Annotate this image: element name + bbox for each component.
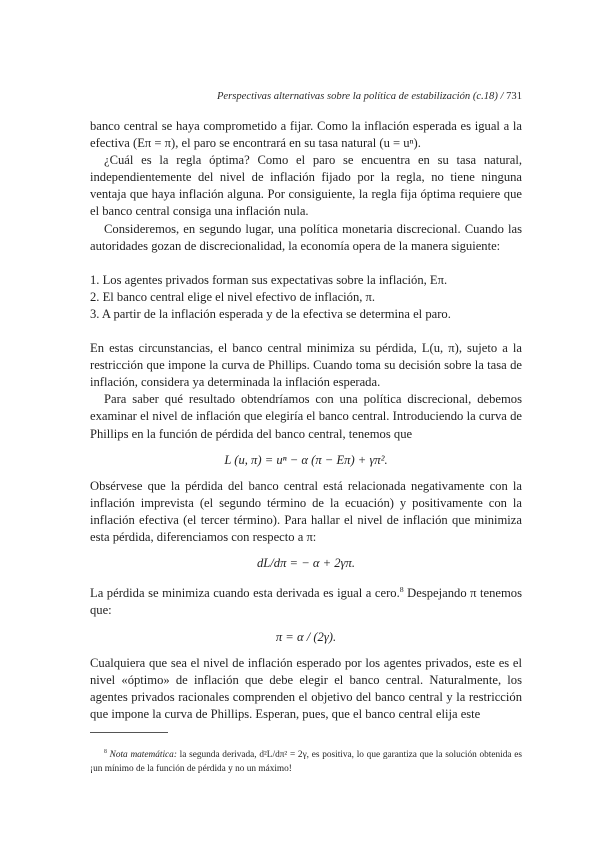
paragraph-loss-relation: Obsérvese que la pérdida del banco central está relacionada negativamente con la inflación imprevista (el segundo término de la ecuación) y positivamente con la inflación efectiva (el tercer término). Para hallar el nivel de inflación que minimiza esta pérdida, diferenciamos con respecto a π:	[90, 478, 522, 544]
equation-derivative: dL/dπ = − α + 2γπ.	[257, 556, 355, 571]
steps-list	[90, 272, 522, 323]
header-separator: /	[500, 91, 504, 102]
paragraph-minimize	[90, 581, 522, 619]
chapter-reference: (c.18)	[472, 91, 498, 102]
list-item: 2. El banco central elige el nivel efectivo de inflación, π.	[90, 289, 376, 304]
paragraph-discretion: Consideremos, en segundo lugar, una política monetaria discrecional. Cuando las autoridades gozan de discrecionalidad, la economía opera de la manera siguiente:	[90, 221, 522, 253]
footnote-text: la segunda derivada, d²L/dπ² = 2γ, es positiva, lo que garantiza que la solución obtenida es ¡un mínimo de la función de pérdida y no un máximo!	[90, 750, 522, 774]
paragraph-optimal-rule: ¿Cuál es la regla óptima? Como el paro se encuentra en su tasa natural, independientemente del nivel de inflación fijado por la regla, no tiene ninguna ventaja que haya inflación alguna. Por consiguiente, la regla fija óptima requiere que el banco central consiga una inflación nula.	[90, 153, 522, 219]
paragraph-circumstances: En estas circunstancias, el banco central minimiza su pérdida, L(u, π), sujeto a la restricción que impone la curva de Phillips. Cuando toma su decisión sobre la tasa de inflación, considera ya determinada la inflación esperada.	[90, 341, 522, 390]
list-item: 3. A partir de la inflación esperada y de la efectiva se determina el paro.	[90, 306, 451, 321]
footnote-divider	[90, 732, 168, 733]
equation-loss-function: L (u, π) = uⁿ − α (π − Eπ) + γπ².	[224, 452, 388, 467]
paragraph-continuation: banco central se haya comprometido a fijar. Como la inflación esperada es igual a la efectiva (Eπ = π), el paro se encontrará en su tasa natural (u = uⁿ).	[90, 119, 522, 151]
paragraph-optimal-inflation: Cualquiera que sea el nivel de inflación esperado por los agentes privados, este es el nivel «óptimo» de inflación que debe elegir el banco central. Naturalmente, los agentes privados racionales comprenden el objetivo del banco central y la restricción que impone la curva de Phillips. Esperan, pues, que el banco central elija este	[90, 655, 522, 721]
minimize-text: La pérdida se minimiza cuando esta derivada es igual a cero.	[90, 586, 400, 601]
paragraph-discretion-result: Para saber qué resultado obtendríamos con una política discrecional, debemos examinar el nivel de inflación que elegiría el banco central. Introduciendo la curva de Phillips en la función de pérdida del banco central, tenemos que	[90, 392, 522, 441]
equation-solution: π = α / (2γ).	[275, 629, 337, 644]
solve-text: Despejando π tenemos que:	[90, 586, 522, 618]
list-item: 1. Los agentes privados forman sus expectativas sobre la inflación, Eπ.	[90, 272, 448, 287]
page-number: 731	[506, 91, 522, 102]
footnote	[90, 746, 522, 776]
running-header	[217, 91, 522, 102]
footnote-reference: 8	[399, 585, 404, 595]
running-title: Perspectivas alternativas sobre la política de estabilización	[216, 91, 471, 102]
body-text	[90, 118, 522, 723]
footnote-label: Nota matemática:	[109, 750, 177, 761]
footnote-marker: 8	[104, 749, 107, 756]
